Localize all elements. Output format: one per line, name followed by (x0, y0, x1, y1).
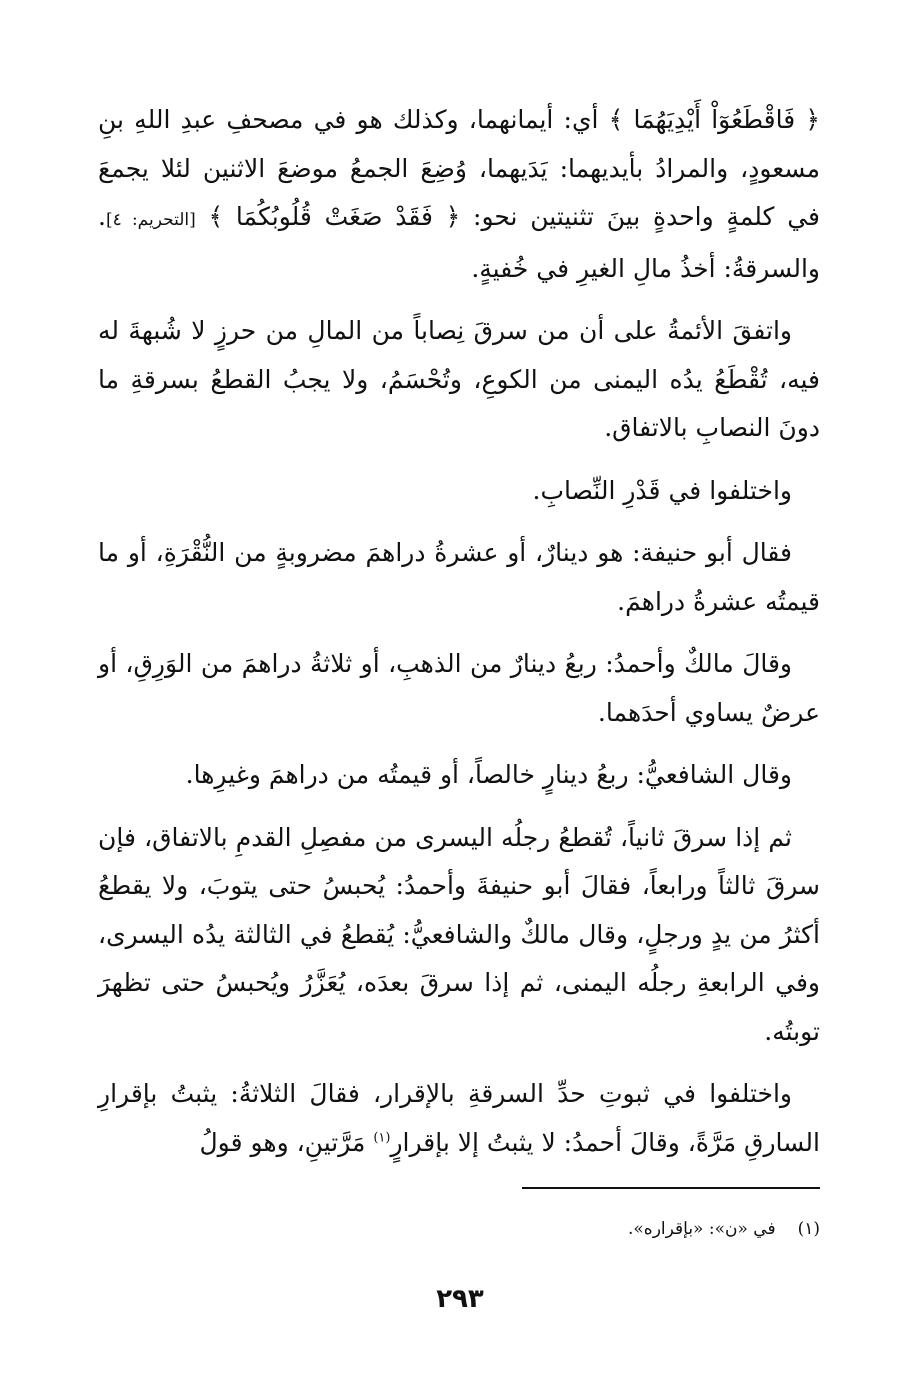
footnote-number: (١) (797, 1219, 820, 1239)
paragraph-text: ثم إذا سرقَ ثانياً، تُقطعُ رجلُه اليسرى من مفصِلِ القدمِ بالاتفاق، فإن سرقَ ثالثاً ورابعاً، فقالَ أبو حنيفةَ وأحمدُ: يُحبسُ حتى يتوبَ، ولا يقطعُ أكثرُ من يدٍ ورجلٍ، وقال مالكٌ والشافعيُّ: يُقطعُ في الثالثة يدُه اليسرى، وفي الرابعةِ رجلُه اليمنى، ثم إذا سرقَ بعدَه، يُعَزَّرُ ويُحبسُ حتى تظهرَ توبتُه. (98, 822, 820, 1046)
footnote-reference: (١) (373, 1130, 391, 1146)
paragraph-agreement (98, 307, 820, 453)
paragraph-malik-ahmad (98, 640, 820, 737)
paragraph-verse-explanation (98, 96, 820, 293)
footnote-separator (522, 1187, 820, 1189)
quran-citation: [التحريم: ٤] (105, 210, 196, 230)
paragraph-text-tail: مَرَّتينِ، وهو قولُ (199, 1127, 374, 1157)
paragraph-confession (98, 1070, 820, 1167)
paragraph-text: واختلفوا في ثبوتِ حدِّ السرقةِ بالإقرار، فقالَ الثلاثةُ: يثبتُ بإقرارِ السارقِ مَرَّةً، وقالَ أحمدُ: لا يثبتُ إلا بإقرارٍ (98, 1079, 820, 1157)
paragraph-text: واختلفوا في قَدْرِ النِّصابِ. (532, 475, 792, 505)
footnote (628, 1216, 820, 1242)
paragraph-shafii (98, 751, 820, 800)
footnote-text: في «ن»: «بإقراره». (627, 1219, 776, 1239)
paragraph-text: واتفقَ الأئمةُ على أن من سرقَ نِصاباً من المالِ من حرزٍ لا شُبهةَ له فيه، تُقْطَعُ يدُه اليمنى من الكوعِ، وتُحْسَمُ، ولا يجبُ القطعُ بسرقةِ ما دونَ النصابِ بالاتفاق. (98, 316, 820, 442)
paragraph-text: ﴿ فَاقْطَعُوٓاْ أَيْدِيَهُمَا ﴾ أي: أيمانهما، وكذلك هو في مصحفِ عبدِ اللهِ بنِ مسعودٍ، والمرادُ بأيديهما: يَدَيهما، وُضِعَ الجمعُ موضعَ الاثنين لئلا يجمعَ في كلمةٍ واحدةٍ بينَ تثنيتين نحو: ﴿ فَقَدْ صَغَتْ قُلُوبُكُمَا ﴾ (98, 105, 820, 231)
paragraph-text: وقال الشافعيُّ: ربعُ دينارٍ خالصاً، أو قيمتُه من دراهمَ وغيرِها. (185, 760, 792, 789)
page-number: ٢٩٣ (436, 1284, 484, 1314)
paragraph-text: فقال أبو حنيفة: هو دينارٌ، أو عشرةُ دراهمَ مضروبةٍ من النُّقْرَةِ، أو ما قيمتُه عشرةُ دراهمَ. (98, 538, 820, 616)
paragraph-repeat-theft (98, 814, 820, 1057)
paragraph-text-tail: . والسرقةُ: أخذُ مالِ الغيرِ في خُفيةٍ. (98, 202, 820, 283)
page-body (98, 96, 820, 1167)
paragraph-abu-hanifa (98, 529, 820, 626)
paragraph-nisab-disagreement (98, 467, 820, 516)
paragraph-text: وقالَ مالكٌ وأحمدُ: ربعُ دينارٌ من الذهبِ، أو ثلاثةُ دراهمَ من الوَرِقِ، أو عرضٌ يساوي أحدَهما. (98, 649, 820, 727)
